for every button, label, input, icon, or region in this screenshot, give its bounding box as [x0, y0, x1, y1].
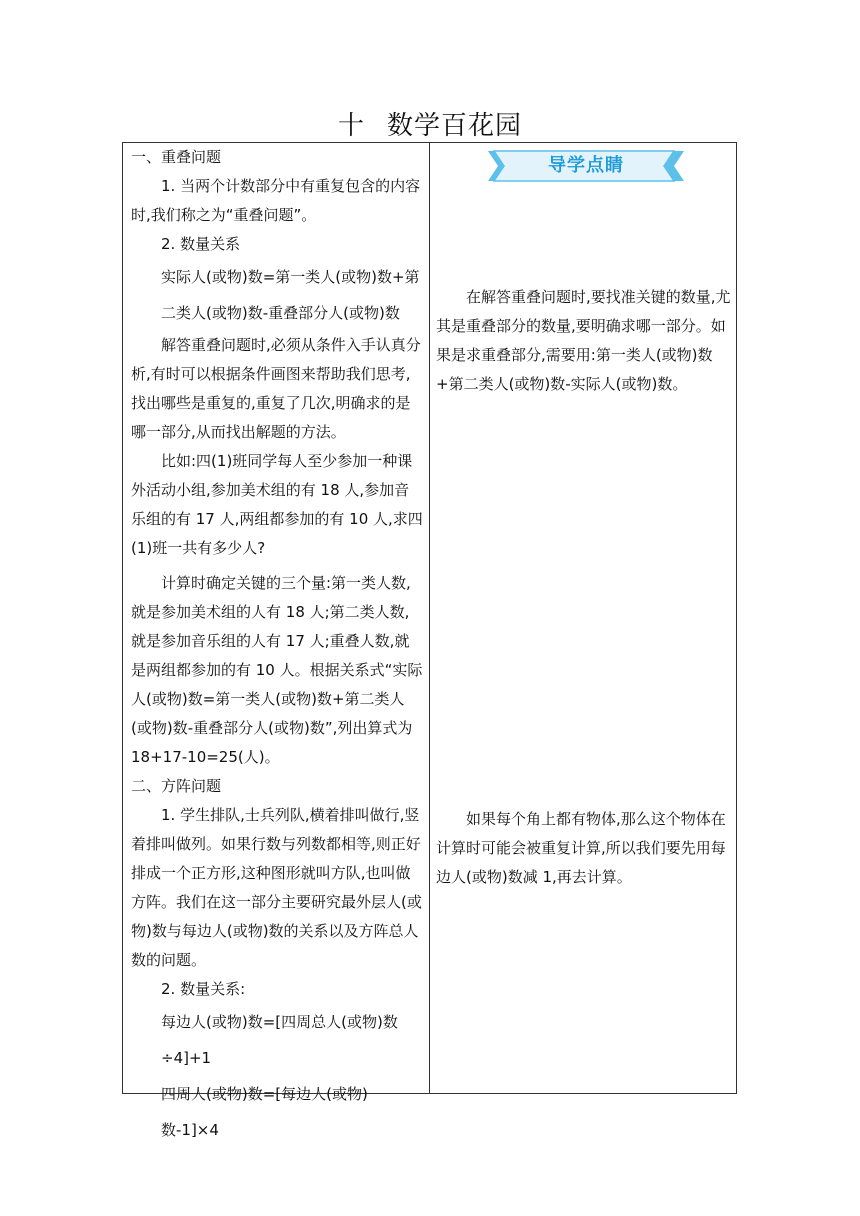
relation-heading: 2. 数量关系 — [161, 235, 241, 253]
overlap-formula: 实际人(或物)数=第一类人(或物)数+第二类人(或物)数-重叠部分人(或物)数 — [161, 268, 420, 322]
example-paragraph: 比如:四(1)班同学每人至少参加一种课外活动小组,参加美术组的有 18 人,参加音乐组的有 17 人,两组都参加的有 10 人,求四(1)班一共有多少人? — [131, 452, 423, 557]
array-relation-heading: 2. 数量关系: — [161, 980, 246, 998]
tip-array-text: 如果每个角上都有物体,那么这个物体在计算时可能会被重复计算,所以我们要先用每边人(或物)数减 1,再去计算。 — [436, 810, 726, 886]
content-table — [122, 142, 737, 1139]
tip-overlap — [436, 283, 732, 399]
method-paragraph: 解答重叠问题时,必须从条件入手认真分析,有时可以根据条件画图来帮助我们思考,找出哪些是重复的,重复了几次,明确求的是哪一部分,从而找出解题的方法。 — [131, 336, 421, 441]
array-definition: 1. 学生排队,士兵列队,横着排叫做行,竖着排叫做列。如果行数与列数都相等,则正好排成一个正方形,这种图形就叫方队,也叫做方阵。我们在这一部分主要研究最外层人(或物)数与每边人(或物)数的关系以及方阵总人数的问题。 — [131, 806, 422, 969]
section-heading-overlap: 一、重叠问题 — [131, 148, 222, 166]
solution-paragraph: 计算时确定关键的三个量:第一类人数,就是参加美术组的人有 18 人;第二类人数,就是参加音乐组的人有 17 人;重叠人数,就是两组都参加的有 10 人。根据关系式“实际人(或物)数=第一类人(或物)数+第二类人(或物)数-重叠部分人(或物)数”,列出算式为 — [131, 574, 423, 737]
solution-equation: 18+17-10=25(人)。 — [131, 748, 280, 766]
column-divider — [429, 143, 430, 1093]
side-count-formula-continued: ÷4]+1 — [161, 1049, 212, 1067]
badge-label: 导学点睛 — [548, 155, 624, 176]
perimeter-count-formula: 四周人(或物)数=[每边人(或物)数-1]×4 — [161, 1085, 368, 1139]
section-heading-array: 二、方阵问题 — [131, 777, 222, 795]
chapter-number: 十 — [337, 111, 365, 141]
side-count-formula: 每边人(或物)数=[四周总人(或物)数 — [161, 1013, 398, 1031]
page-title — [0, 108, 860, 144]
overlap-definition: 1. 当两个计数部分中有重复包含的内容时,我们称之为“重叠问题”。 — [131, 177, 421, 224]
tip-array — [436, 805, 732, 892]
chapter-title: 数学百花园 — [387, 111, 523, 141]
study-tips-badge — [488, 149, 684, 183]
tip-overlap-text: 在解答重叠问题时,要找准关键的数量,尤其是重叠部分的数量,要明确求哪一部分。如果是求重叠部分,需要用:第一类人(或物)数+第二类人(或物)数-实际人(或物)数。 — [436, 288, 731, 393]
left-column — [131, 143, 423, 1148]
